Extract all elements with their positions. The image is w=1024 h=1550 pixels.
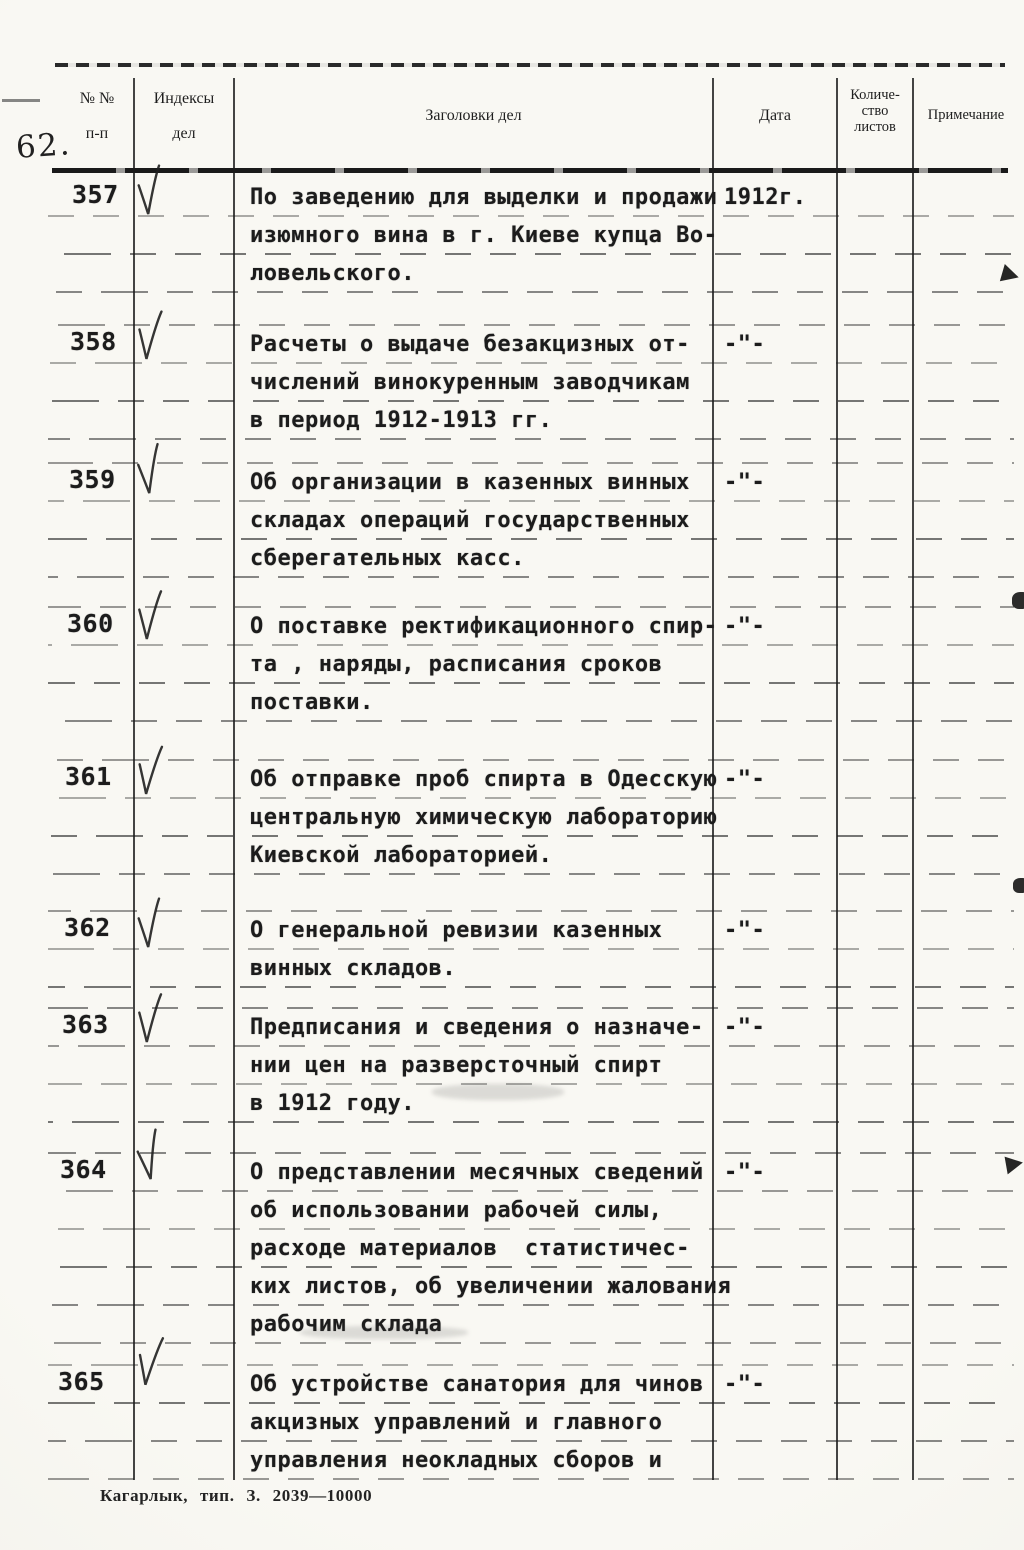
case-date: -"-	[724, 470, 766, 495]
case-date: -"-	[724, 614, 766, 639]
checkmark-icon	[129, 1126, 168, 1192]
case-title-line: рабочим склада	[250, 1312, 443, 1337]
ruled-line	[48, 1440, 1014, 1442]
ruled-line	[48, 797, 1014, 799]
ruled-line	[48, 576, 1014, 578]
ruled-line	[48, 720, 1014, 722]
ruled-line	[48, 324, 1014, 326]
case-title-line: изюмного вина в г. Киеве купца Во-	[250, 223, 718, 248]
case-number: 359	[69, 465, 116, 494]
ruled-line	[48, 1152, 1014, 1154]
case-number: 361	[65, 762, 112, 791]
ink-smudge	[432, 1084, 564, 1100]
ink-mark	[1000, 264, 1021, 286]
ruled-line	[48, 1007, 1014, 1009]
ruled-line	[48, 986, 1014, 988]
column-header-line: п-п	[85, 124, 109, 142]
column-header-note	[912, 108, 1020, 124]
column-header-titles	[235, 107, 712, 125]
ink-mark	[1012, 592, 1024, 609]
table-top-border	[55, 63, 1005, 67]
ruled-line	[48, 462, 1014, 464]
case-number: 362	[64, 913, 111, 942]
column-divider-line	[233, 78, 235, 1480]
checkmark-icon	[132, 742, 166, 806]
column-header-npp	[60, 90, 134, 142]
case-title-line: винных складов.	[250, 956, 457, 981]
case-date: -"-	[724, 1015, 766, 1040]
ink-smudge	[300, 1326, 468, 1339]
ruled-line	[48, 682, 1014, 684]
ruled-line	[48, 400, 1014, 402]
case-date: -"-	[724, 918, 766, 943]
case-number: 357	[72, 180, 119, 209]
case-number: 365	[58, 1367, 105, 1396]
checkmark-icon	[133, 990, 165, 1053]
case-title-line: Об устройстве санатория для чинов	[250, 1372, 704, 1397]
case-title-line: Расчеты о выдаче безакцизных от-	[250, 332, 690, 357]
case-title-line: ких листов, об увеличении жалования	[250, 1274, 732, 1299]
checkmark-icon	[133, 895, 165, 958]
ruled-line	[48, 1342, 1014, 1344]
case-date: -"-	[724, 767, 766, 792]
case-title-line: нии цен на разверсточный спирт	[250, 1053, 663, 1078]
ruled-line	[48, 644, 1014, 646]
ink-mark	[1005, 1154, 1024, 1175]
checkmark-icon	[132, 307, 165, 370]
case-title-line: та , наряды, расписания сроков	[250, 652, 663, 677]
ruled-line	[48, 1364, 1014, 1366]
ruled-line	[48, 835, 1014, 837]
ruled-line	[48, 215, 1014, 217]
case-title-line: О генеральной ревизии казенных	[250, 918, 663, 943]
case-title-line: числений винокуренным заводчикам	[250, 370, 690, 395]
case-number: 363	[62, 1010, 109, 1039]
checkmark-icon	[133, 162, 165, 225]
case-title-line: поставки.	[250, 690, 374, 715]
column-header-sheets	[838, 88, 912, 136]
ruled-line	[48, 253, 1014, 255]
ruled-line	[48, 759, 1014, 761]
column-header-line: листов	[854, 118, 896, 135]
case-title-line: складах операций государственных	[250, 508, 690, 533]
column-header-line: Дата	[759, 107, 791, 124]
column-header-line: ство	[861, 102, 889, 119]
ruled-line	[48, 500, 1014, 502]
ruled-line	[48, 1478, 1014, 1480]
case-date: -"-	[724, 1372, 766, 1397]
case-date: -"-	[724, 332, 766, 357]
case-title-line: расходе материалов статистичес-	[250, 1236, 690, 1261]
case-title-line: По заведению для выделки и продажи	[250, 185, 718, 210]
column-divider-line	[912, 78, 914, 1480]
ruled-line	[48, 606, 1014, 608]
checkmark-icon	[131, 1333, 167, 1398]
case-date: 1912г.	[724, 185, 807, 210]
ink-mark	[1013, 878, 1024, 893]
case-number: 358	[70, 327, 117, 356]
header-bottom-border	[52, 168, 1008, 173]
column-header-line: № №	[79, 90, 115, 107]
column-header-index	[135, 90, 233, 142]
case-title-line: О поставке ректификационного спир-	[250, 614, 718, 639]
case-title-line: Предписания и сведения о назначе-	[250, 1015, 704, 1040]
checkmark-icon	[133, 587, 165, 650]
ruled-line	[48, 1228, 1014, 1230]
ruled-line	[48, 291, 1014, 293]
ruled-line	[48, 1304, 1014, 1306]
ruled-line	[48, 873, 1014, 875]
case-title-line: в период 1912-1913 гг.	[250, 408, 553, 433]
case-title-line: сберегательных касс.	[250, 546, 525, 571]
case-title-line: Киевской лабораторией.	[250, 843, 553, 868]
ruled-line	[48, 910, 1014, 912]
case-title-line: акцизных управлений и главного	[250, 1410, 663, 1435]
ruled-line	[48, 1266, 1014, 1268]
ink-dash	[2, 99, 40, 102]
case-title-line: Об отправке проб спирта в Одесскую	[250, 767, 718, 792]
column-header-line: дел	[172, 124, 196, 142]
column-header-line: Количе-	[850, 87, 900, 103]
ruled-line	[48, 1045, 1014, 1047]
page-number: 62.	[14, 126, 73, 166]
column-header-line: Примечание	[927, 107, 1005, 123]
case-title-line: об использовании рабочей силы,	[250, 1198, 663, 1223]
ruled-line	[48, 1121, 1014, 1123]
case-date: -"-	[724, 1160, 766, 1185]
checkmark-icon	[131, 441, 166, 505]
ruled-line	[48, 538, 1014, 540]
case-title-line: О представлении месячных сведений	[250, 1160, 704, 1185]
case-title-line: ловельского.	[250, 261, 415, 286]
column-header-line: Индексы	[153, 90, 215, 107]
print-footer: Кагарлык, тип. З. 2039—10000	[100, 1486, 373, 1505]
ruled-line	[48, 438, 1014, 440]
ruled-line	[48, 948, 1014, 950]
ruled-line	[48, 1402, 1014, 1404]
case-title-line: Об организации в казенных винных	[250, 470, 690, 495]
case-title-line: управления неокладных сборов и	[250, 1448, 663, 1473]
column-header-line: Заголовки дел	[425, 107, 522, 124]
case-number: 364	[60, 1155, 107, 1184]
ruled-line	[48, 1190, 1014, 1192]
ruled-line	[48, 362, 1014, 364]
column-divider-line	[836, 78, 838, 1480]
case-number: 360	[67, 609, 114, 638]
column-header-date	[714, 107, 836, 125]
case-title-line: в 1912 году.	[250, 1091, 415, 1116]
case-title-line: центральную химическую лабораторию	[250, 805, 718, 830]
